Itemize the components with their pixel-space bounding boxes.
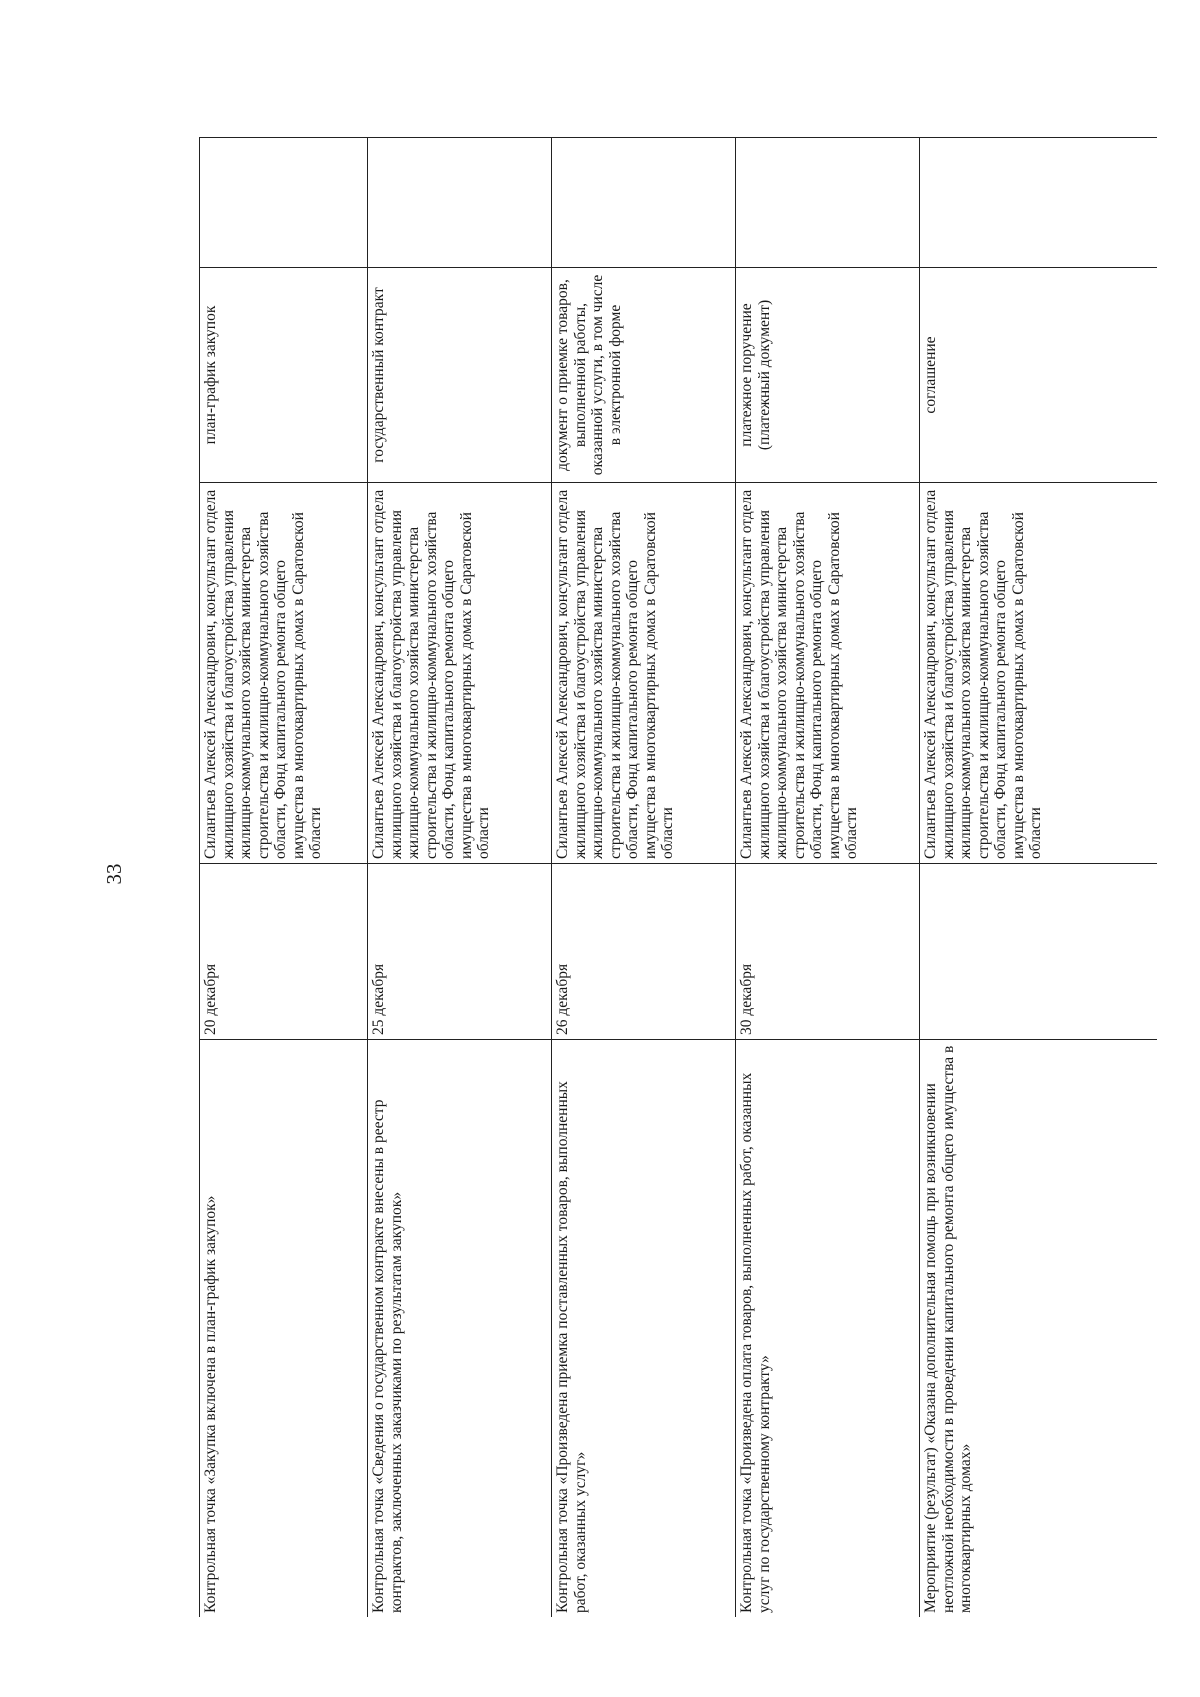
date-cell: [920, 864, 1158, 1040]
page-number: 33: [102, 863, 126, 885]
plan-table: [199, 137, 1157, 1617]
responsible-cell: Силантьев Алексей Александрович, консультант отдела жилищного хозяйства и благоустройства управления жилищно-коммунального хозяйства министерства строительства и жилищно-коммунального хозяйства области, Фонд капитального ремонта общего имущества в многоквартирных домах в Саратовской области: [368, 483, 552, 864]
event-cell: Мероприятие (результат) «Оказана дополнительная помощь при возникновении неотложной необходимости в проведении капитального ремонта общего имущества в многоквартирных домах»: [920, 1040, 1158, 1618]
extra-cell: [920, 138, 1158, 268]
document-cell: государственный контракт: [368, 268, 552, 483]
date-cell: 20 декабря: [200, 864, 368, 1040]
extra-cell: [736, 138, 920, 268]
date-cell: 25 декабря: [368, 864, 552, 1040]
date-cell: 30 декабря: [736, 864, 920, 1040]
document-cell: соглашение: [920, 268, 1158, 483]
table-row: [736, 138, 920, 1618]
responsible-cell: Силантьев Алексей Александрович, консультант отдела жилищного хозяйства и благоустройства управления жилищно-коммунального хозяйства министерства строительства и жилищно-коммунального хозяйства области, Фонд капитального ремонта общего имущества в многоквартирных домах в Саратовской области: [552, 483, 736, 864]
date-cell: 26 декабря: [552, 864, 736, 1040]
table-row: [552, 138, 736, 1618]
document-cell: план-график закупок: [200, 268, 368, 483]
responsible-cell: Силантьев Алексей Александрович, консультант отдела жилищного хозяйства и благоустройства управления жилищно-коммунального хозяйства министерства строительства и жилищно-коммунального хозяйства области, Фонд капитального ремонта общего имущества в многоквартирных домах в Саратовской области: [736, 483, 920, 864]
table-row: [920, 138, 1158, 1618]
document-cell: платежное поручение (платежный документ): [736, 268, 920, 483]
responsible-cell: Силантьев Алексей Александрович, консультант отдела жилищного хозяйства и благоустройства управления жилищно-коммунального хозяйства министерства строительства и жилищно-коммунального хозяйства области, Фонд капитального ремонта общего имущества в многоквартирных домах в Саратовской области: [200, 483, 368, 864]
event-cell: Контрольная точка «Закупка включена в план-график закупок»: [200, 1040, 368, 1618]
event-cell: Контрольная точка «Произведена оплата товаров, выполненных работ, оказанных услуг по государственному контракту»: [736, 1040, 920, 1618]
rotated-table-container: [199, 137, 1157, 1617]
extra-cell: [200, 138, 368, 268]
extra-cell: [552, 138, 736, 268]
document-cell: документ о приемке товаров, выполненной работы, оказанной услуги, в том числе в электронной форме: [552, 268, 736, 483]
responsible-cell: Силантьев Алексей Александрович, консультант отдела жилищного хозяйства и благоустройства управления жилищно-коммунального хозяйства министерства строительства и жилищно-коммунального хозяйства области, Фонд капитального ремонта общего имущества в многоквартирных домах в Саратовской области: [920, 483, 1158, 864]
extra-cell: [368, 138, 552, 268]
event-cell: Контрольная точка «Произведена приемка поставленных товаров, выполненных работ, оказанных услуг»: [552, 1040, 736, 1618]
table-row: [368, 138, 552, 1618]
table-row: [200, 138, 368, 1618]
event-cell: Контрольная точка «Сведения о государственном контракте внесены в реестр контрактов, заключенных заказчиками по результатам закупок»: [368, 1040, 552, 1618]
